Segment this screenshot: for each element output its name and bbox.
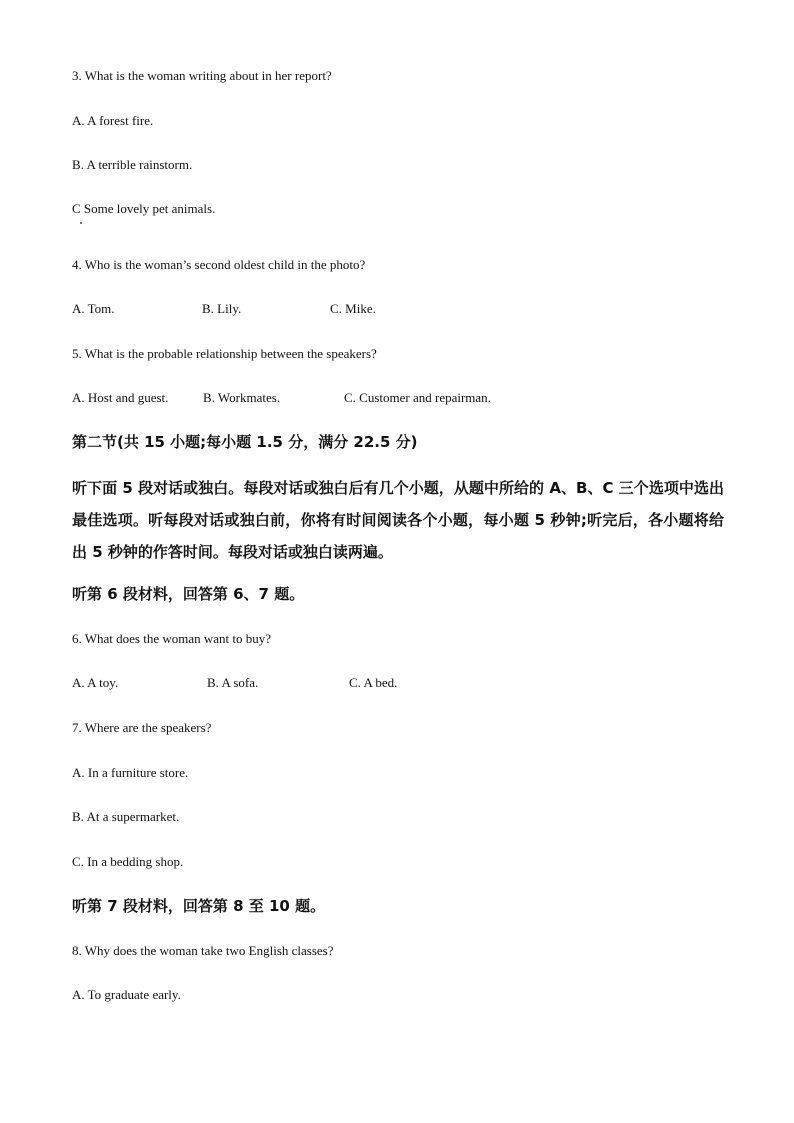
q5-option-b: B. Workmates. bbox=[203, 390, 281, 405]
question-3: 3. What is the woman writing about in her report? bbox=[72, 68, 332, 83]
q4-options bbox=[0, 300, 700, 318]
q4-option-b: B. Lily. bbox=[202, 301, 242, 316]
q8-option-a: A. To graduate early. bbox=[72, 987, 181, 1002]
q7-option-a: A. In a furniture store. bbox=[72, 765, 189, 780]
question-6: 6. What does the woman want to buy? bbox=[72, 631, 272, 646]
q6-option-a: A. A toy. bbox=[72, 675, 119, 690]
q6-option-c: C. A bed. bbox=[349, 675, 398, 690]
section-2-heading: 第二节(共 15 小题;每小题 1.5 分，满分 22.5 分) bbox=[72, 433, 418, 451]
question-7: 7. Where are the speakers? bbox=[72, 720, 212, 735]
q3-option-c: C Some lovely pet animals. bbox=[72, 201, 216, 216]
question-5: 5. What is the probable relationship between the speakers? bbox=[72, 346, 377, 361]
passage-6-heading: 听第 6 段材料，回答第 6、7 题。 bbox=[72, 585, 305, 603]
q5-options bbox=[0, 389, 700, 407]
q3-option-b: B. A terrible rainstorm. bbox=[72, 157, 193, 172]
stray-dot bbox=[80, 222, 82, 224]
q5-option-c: C. Customer and repairman. bbox=[344, 390, 491, 405]
question-4: 4. Who is the woman’s second oldest child in the photo? bbox=[72, 257, 366, 272]
q4-option-c: C. Mike. bbox=[330, 301, 376, 316]
q7-option-c: C. In a bedding shop. bbox=[72, 854, 184, 869]
q5-option-a: A. Host and guest. bbox=[72, 390, 169, 405]
passage-7-heading: 听第 7 段材料，回答第 8 至 10 题。 bbox=[72, 897, 326, 915]
q6-option-b: B. A sofa. bbox=[207, 675, 259, 690]
q3-option-a: A. A forest fire. bbox=[72, 113, 154, 128]
q6-options bbox=[0, 674, 700, 692]
section-2-instructions: 听下面 5 段对话或独白。每段对话或独白后有几个小题，从题中所给的 A、B、C 三个选项中选出最佳选项。听每段对话或独白前，你将有时间阅读各个小题，每小题 5 秒钟;听完后，各小题将给出 5 秒钟的作答时间。每段对话或独白读两遍。 bbox=[72, 479, 724, 561]
q4-option-a: A. Tom. bbox=[72, 301, 115, 316]
question-8: 8. Why does the woman take two English classes? bbox=[72, 943, 334, 958]
q7-option-b: B. At a supermarket. bbox=[72, 809, 180, 824]
